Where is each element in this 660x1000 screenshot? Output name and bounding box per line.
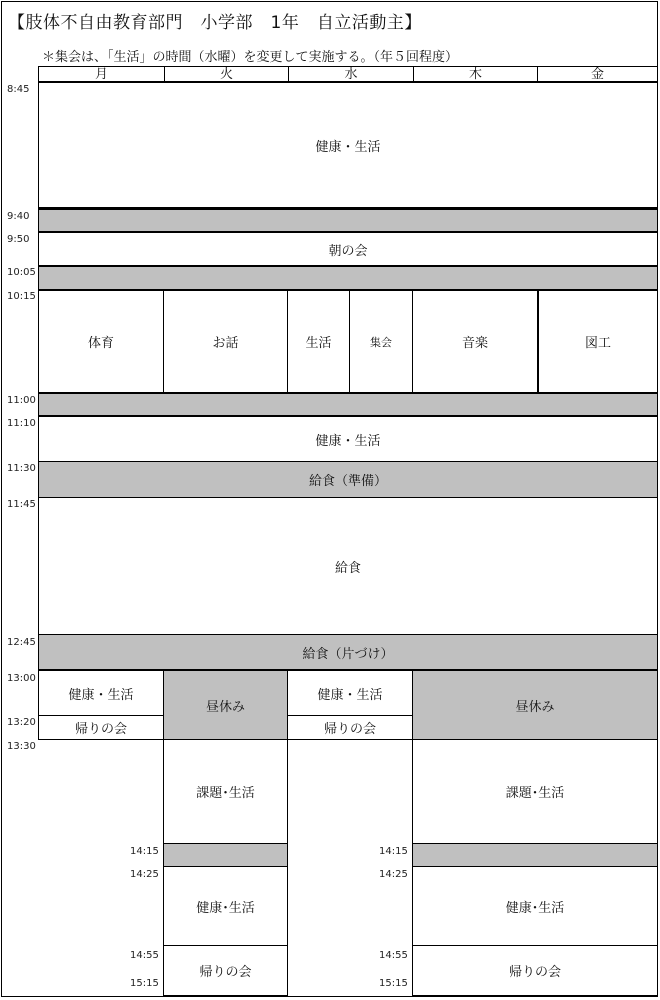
time-label: 13:20: [7, 717, 36, 728]
time-label: 11:00: [7, 395, 36, 406]
time-label: 10:15: [7, 291, 36, 302]
block-lunch-prep: 給食（準備）: [38, 461, 658, 498]
block-tue-homeroom: 帰りの会: [163, 945, 288, 996]
time-label: 14:15: [379, 846, 408, 857]
day-header-wed: 水: [288, 66, 413, 82]
block-wed-homeroom: 帰りの会: [287, 715, 413, 740]
day-header-tue: 火: [164, 66, 288, 82]
block-talk: お話: [163, 290, 288, 393]
time-label: 11:10: [7, 418, 36, 429]
time-label: 13:30: [7, 741, 36, 752]
time-label: 12:45: [7, 637, 36, 648]
block-tue-task-life: 課題･生活: [163, 739, 288, 844]
block-tue-lunch-break: 昼休み: [163, 670, 288, 740]
break-bar: [412, 843, 658, 867]
block-mon-homeroom: 帰りの会: [38, 715, 164, 740]
block-lunch-cleanup: 給食（片づけ）: [38, 634, 658, 670]
block-tue-health-life: 健康･生活: [163, 866, 288, 946]
block-health-life-morning: 健康・生活: [38, 82, 658, 209]
time-label: 9:50: [7, 234, 30, 245]
block-thu-fri-task-life: 課題･生活: [412, 739, 658, 844]
day-header-mon: 月: [38, 66, 164, 82]
break-bar: [38, 266, 658, 290]
day-header-thu: 木: [413, 66, 537, 82]
time-label: 11:30: [7, 463, 36, 474]
time-label: 9:40: [7, 211, 30, 222]
page-title: 【肢体不自由教育部門 小学部 1年 自立活動主】: [8, 13, 422, 33]
time-label: 14:25: [379, 869, 408, 880]
block-lunch: 給食: [38, 497, 658, 635]
time-label: 8:45: [7, 84, 30, 95]
block-music: 音楽: [412, 290, 538, 393]
break-bar: [38, 209, 658, 232]
break-bar: [38, 393, 658, 416]
block-wed-health-life: 健康・生活: [287, 670, 413, 716]
time-label: 14:55: [130, 950, 159, 961]
block-thu-fri-homeroom: 帰りの会: [412, 945, 658, 996]
time-label: 13:00: [7, 673, 36, 684]
assembly-note: ＊集会は、「生活」の時間（水曜）を変更して実施する。（年５回程度）: [42, 50, 459, 65]
time-label: 15:15: [379, 978, 408, 989]
time-label: 14:55: [379, 950, 408, 961]
day-header-fri: 金: [537, 66, 658, 82]
block-thu-fri-health-life: 健康･生活: [412, 866, 658, 946]
block-mon-health-life: 健康・生活: [38, 670, 164, 716]
block-arts-crafts: 図工: [537, 290, 658, 393]
block-assembly: 集会: [349, 290, 413, 393]
block-pe: 体育: [38, 290, 164, 393]
block-thu-fri-lunch-break: 昼休み: [412, 670, 658, 740]
time-label: 10:05: [7, 267, 36, 278]
block-morning-meeting: 朝の会: [38, 232, 658, 267]
time-label: 14:15: [130, 846, 159, 857]
time-label: 11:45: [7, 499, 36, 510]
time-label: 15:15: [130, 978, 159, 989]
time-label: 14:25: [130, 869, 159, 880]
block-life: 生活: [287, 290, 350, 393]
break-bar: [163, 843, 288, 867]
block-health-life-late-morning: 健康・生活: [38, 416, 658, 462]
